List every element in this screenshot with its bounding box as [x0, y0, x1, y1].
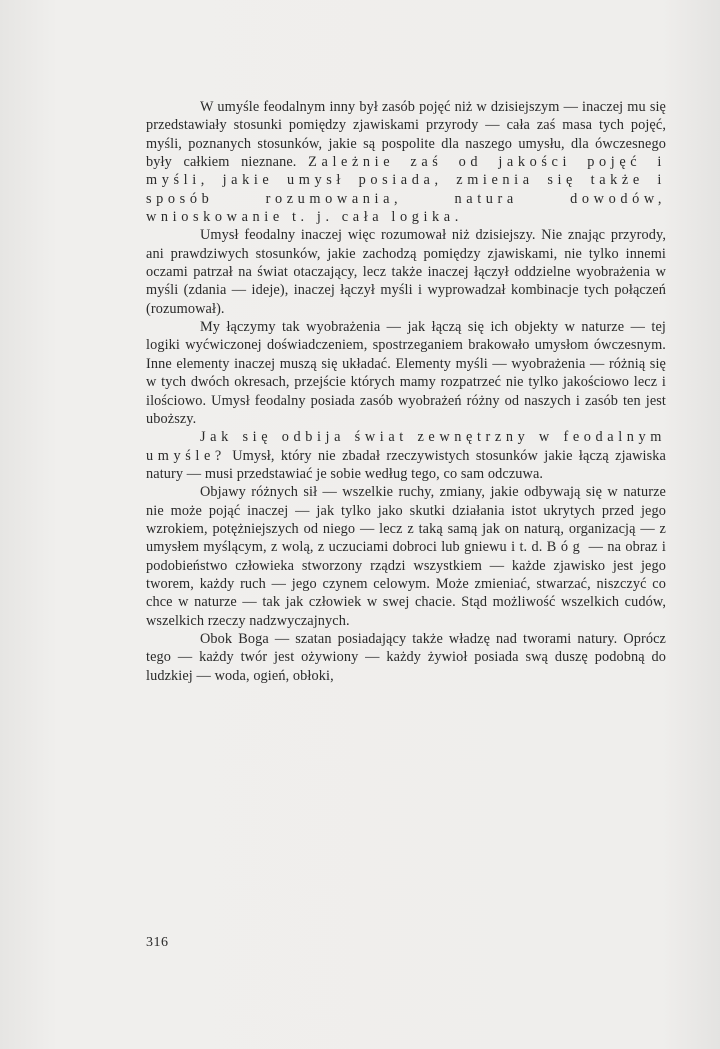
paragraph-4-spaced-text: Jak się odbija świat zewnętrzny w feodalnym umyśle? [146, 429, 666, 464]
paragraph-5-text-a: Objawy różnych sił — wszelkie ruchy, zmiany, jakie odbywają się w naturze nie może pojąć inaczej — jak tylko jako skutki działania istot ukrytych przed jego wzrokiem, potężniejszych od niego — lecz z taką samą jak on naturą, organizacją — z umysłem myślącym, z wolą, z uczuciami dobroci lub gniewu i t. d. [146, 484, 666, 556]
page-number: 316 [146, 935, 169, 950]
paragraph-2-text: Umysł feodalny inaczej więc rozumował niż dzisiejszy. Nie znając przyrody, ani prawdziwych stosunków, jakie zachodzą pomiędzy zjawiskami, nie tylko innemi oczami patrzał na świat otaczający, lecz także inaczej łączył oddzielne wyobrażenia w myśli (zdania — ideje), inaczej łączył myśli i wyprowadzał kombinacje tych połączeń (rozumował). [146, 227, 666, 317]
paragraph-4-text: Umysł, który nie zbadał rzeczywistych stosunków jakie łączą zjawiska natury — musi przedstawiać je sobie według tego, co sam odczuwa. [146, 447, 666, 482]
paragraph-5-spaced-text: Bóg [546, 539, 585, 556]
paragraph-5 [146, 483, 666, 630]
body-text [146, 98, 666, 685]
paragraph-1-text: W umyśle feodalnym inny był zasób pojęć niż w dzisiejszym — inaczej mu się przedstawiały stosunki pomiędzy zjawiskami przyrody — cała zaś masa tych pojęć, myśli, poznanych stosunków, jakie są pospolite dla naszego umysłu, dla ówczesnego były całkiem nieznane. [146, 99, 666, 171]
paragraph-1 [146, 98, 666, 226]
paragraph-5-text-b: — na obraz i podobieństwo człowieka stworzony rządzi wszystkiem — każde zjawisko jest jego tworem, każdy ruch — jego czynem celowym. Może zmieniać, stwarzać, niszczyć co chce w naturze — tak jak człowiek w swej chacie. Stąd możliwość wszelkich cudów, wszelkich rzeczy nadzwyczajnych. [146, 539, 666, 629]
paragraph-2 [146, 226, 666, 318]
paragraph-3-text: My łączymy tak wyobrażenia — jak łączą się ich objekty w naturze — tej logiki wyćwiczonej doświadczeniem, spostrzeganiem brakowało umysłom ówczesnym. Inne elementy inaczej muszą się układać. Elementy myśli — wyobrażenia — różnią się w tych dwóch okresach, przejście których mamy rozpatrzeć nie tylko jakościowo lecz i ilościowo. Umysł feodalny posiada zasób wyobrażeń różny od naszych i zasób ten jest uboższy. [146, 319, 666, 427]
paragraph-3 [146, 318, 666, 428]
paragraph-6-text: Obok Boga — szatan posiadający także władzę nad tworami natury. Oprócz tego — każdy twór jest ożywiony — każdy żywioł posiada swą duszę podobną do ludzkiej — woda, ogień, obłoki, [146, 630, 666, 684]
paragraph-1-spaced-text: Zależnie zaś od jakości pojęć i myśli, jakie umysł posiada, zmienia się także i sposób rozumowania, natura dowodów, wnioskowanie t. j. cała logika. [146, 154, 666, 226]
paragraph-6 [146, 630, 666, 685]
paragraph-4 [146, 428, 666, 483]
